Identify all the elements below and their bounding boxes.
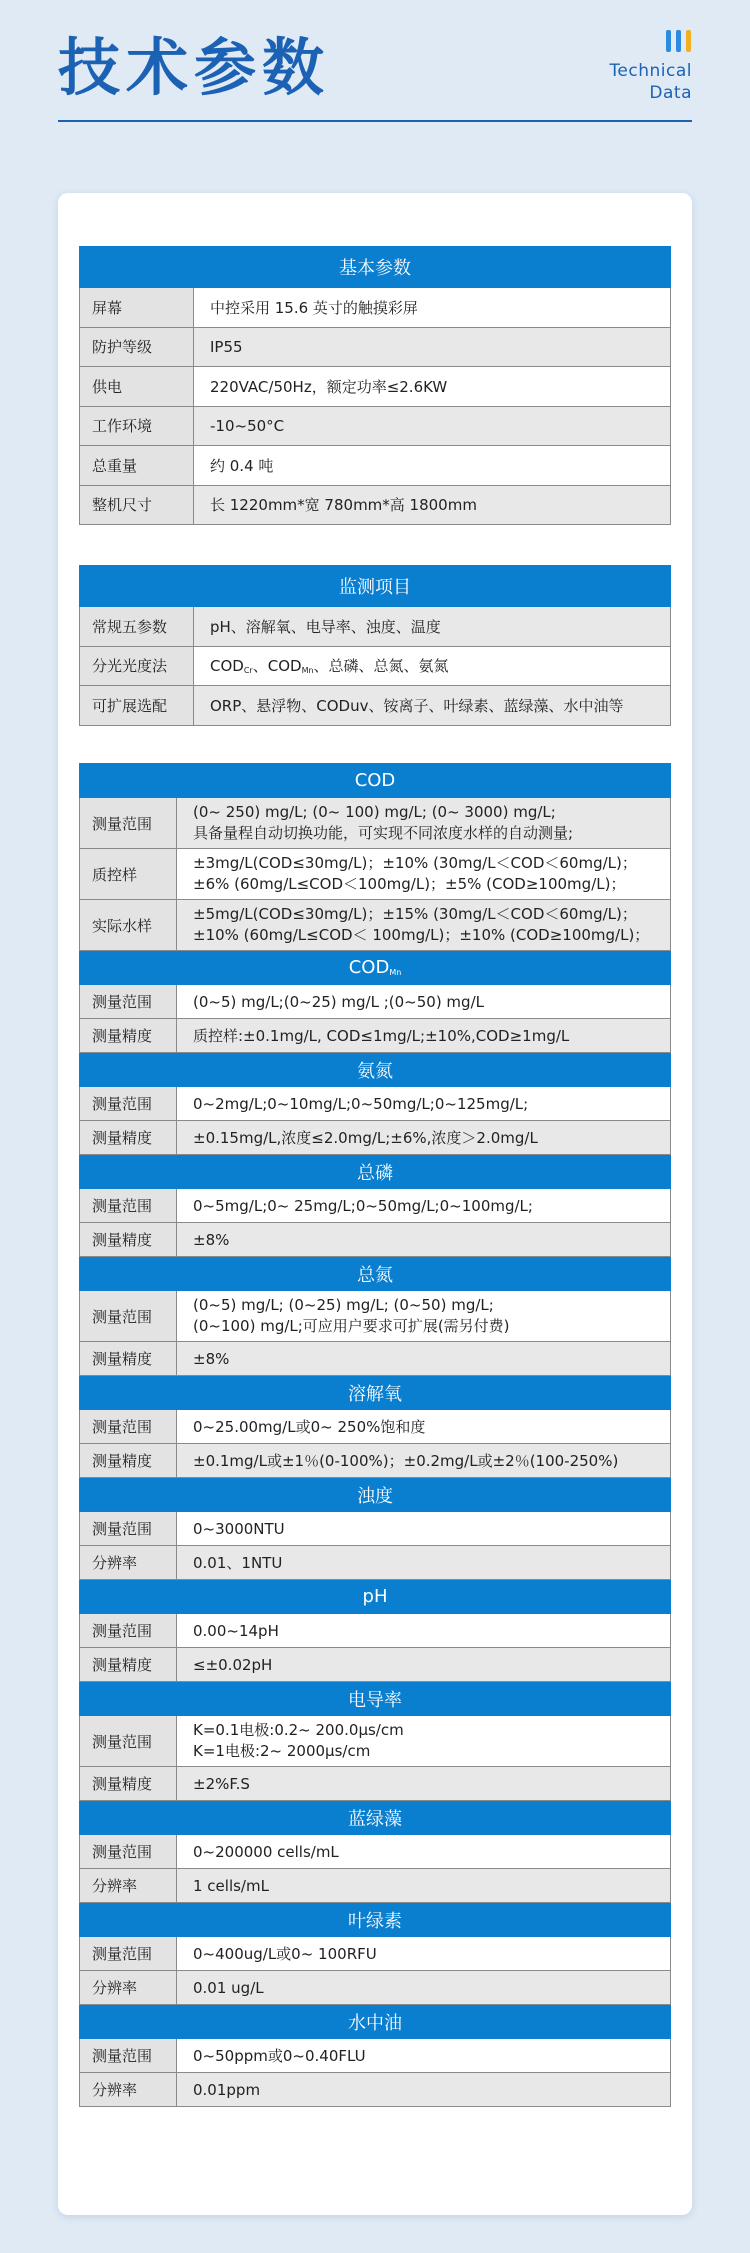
row-label: 测量范围 [80,1291,177,1342]
row-value: ≤±0.02pH [177,1648,671,1682]
row-label: 测量精度 [80,1767,177,1801]
spec-table [79,763,671,2107]
row-label: 测量范围 [80,1410,177,1444]
row-value [177,798,671,849]
row-value: 0~2mg/L;0~10mg/L;0~50mg/L;0~125mg/L; [177,1087,671,1121]
row-label: 实际水样 [80,900,177,951]
section-title-do: 溶解氧 [80,1376,671,1410]
row-label: 分辨率 [80,2073,177,2107]
table-row [80,327,671,367]
row-value: 长 1220mm*宽 780mm*高 1800mm [194,485,671,525]
row-label: 分光光度法 [80,646,194,686]
table-row [80,1121,671,1155]
header-divider [58,120,692,122]
row-value: ±0.15mg/L,浓度≤2.0mg/L;±6%,浓度＞2.0mg/L [177,1121,671,1155]
table-row [80,1189,671,1223]
subscript: Cr [243,666,253,676]
row-label: 常规五参数 [80,607,194,647]
table-row [80,1835,671,1869]
row-value: 0~5mg/L;0~ 25mg/L;0~50mg/L;0~100mg/L; [177,1189,671,1223]
row-value [177,849,671,900]
page-header [0,0,750,130]
row-label: 总重量 [80,446,194,486]
row-label: 测量范围 [80,798,177,849]
section-title-conductivity: 电导率 [80,1682,671,1716]
table-row [80,2039,671,2073]
subscript: Mn [301,666,314,676]
section-title-tn: 总氮 [80,1257,671,1291]
row-value: (0~5) mg/L;(0~25) mg/L ;(0~50) mg/L [177,985,671,1019]
table-row [80,1444,671,1478]
value-part: 、COD [252,657,302,676]
row-label: 供电 [80,367,194,407]
section-title-codmn [80,951,671,985]
table-row [80,1767,671,1801]
value-line: K=0.1电极:0.2~ 200.0μs/cm [193,1721,404,1739]
section-title-cod: COD [80,764,671,798]
table-row [80,646,671,686]
row-label: 分辨率 [80,1546,177,1580]
row-value: ±8% [177,1223,671,1257]
row-value: ORP、悬浮物、CODuv、铵离子、叶绿素、蓝绿藻、水中油等 [194,686,671,726]
row-label: 防护等级 [80,327,194,367]
row-label: 测量精度 [80,1444,177,1478]
table-row [80,1223,671,1257]
row-value: 0.00~14pH [177,1614,671,1648]
page-title: 技术参数 [58,31,331,104]
value-line: (0~ 250) mg/L; (0~ 100) mg/L; (0~ 3000) mg/L; [193,803,556,821]
row-value [177,900,671,951]
section-title-ph: pH [80,1580,671,1614]
row-value: ±8% [177,1342,671,1376]
table-row [80,1342,671,1376]
brand-bars-icon [666,30,694,54]
table-row [80,985,671,1019]
row-value: 质控样:±0.1mg/L, COD≤1mg/L;±10%,COD≥1mg/L [177,1019,671,1053]
table-row [80,1019,671,1053]
table-row [80,849,671,900]
table-row [80,406,671,446]
table-row [80,485,671,525]
row-label: 测量精度 [80,1223,177,1257]
row-value: 约 0.4 吨 [194,446,671,486]
row-label: 测量范围 [80,1512,177,1546]
row-label: 屏幕 [80,288,194,328]
table-row [80,1546,671,1580]
section-title-chlorophyll: 叶绿素 [80,1903,671,1937]
section-title-algae: 蓝绿藻 [80,1801,671,1835]
row-label: 分辨率 [80,1869,177,1903]
row-label: 测量范围 [80,985,177,1019]
value-line: K=1电极:2~ 2000μs/cm [193,1742,371,1760]
section-title-oil: 水中油 [80,2005,671,2039]
table-row [80,288,671,328]
row-value: 0.01 ug/L [177,1971,671,2005]
value-line: ±5mg/L(COD≤30mg/L)；±15% (30mg/L＜COD＜60mg/L)； [193,905,637,923]
row-value: 0~50ppm或0~0.40FLU [177,2039,671,2073]
basic-params-table [79,246,671,525]
row-value: 0~25.00mg/L或0~ 250%饱和度 [177,1410,671,1444]
table-row [80,1291,671,1342]
table-row [80,1648,671,1682]
brand-bar-1 [666,30,671,52]
value-line: ±3mg/L(COD≤30mg/L)；±10% (30mg/L＜COD＜60mg/L)； [193,854,637,872]
content-card [58,193,692,2215]
subscript: Mn [389,968,402,977]
table-row [80,900,671,951]
row-value: 0~200000 cells/mL [177,1835,671,1869]
value-line: ±6% (60mg/L≤COD＜100mg/L)；±5% (COD≥100mg/L)； [193,875,626,893]
row-label: 测量范围 [80,2039,177,2073]
row-value [177,1291,671,1342]
row-label: 测量精度 [80,1342,177,1376]
row-label: 工作环境 [80,406,194,446]
row-label: 测量范围 [80,1189,177,1223]
row-label: 测量范围 [80,1614,177,1648]
section-title-tp: 总磷 [80,1155,671,1189]
value-line: (0~5) mg/L; (0~25) mg/L; (0~50) mg/L; [193,1296,494,1314]
table-row [80,2073,671,2107]
table-row [80,1937,671,1971]
table-row [80,1512,671,1546]
value-line: 具备量程自动切换功能，可实现不同浓度水样的自动测量; [193,824,574,842]
english-subtitle-line2: Data [649,83,692,103]
row-value: ±0.1mg/L或±1％(0-100%)；±0.2mg/L或±2％(100-250%) [177,1444,671,1478]
row-value: 0.01、1NTU [177,1546,671,1580]
table-row [80,1869,671,1903]
row-label: 测量范围 [80,1087,177,1121]
table-row [80,1087,671,1121]
row-value: 中控采用 15.6 英寸的触摸彩屏 [194,288,671,328]
row-value: IP55 [194,327,671,367]
row-value: 220VAC/50Hz，额定功率≤2.6KW [194,367,671,407]
row-value: 0~400ug/L或0~ 100RFU [177,1937,671,1971]
row-label: 测量精度 [80,1121,177,1155]
row-label: 质控样 [80,849,177,900]
row-value: 0.01ppm [177,2073,671,2107]
row-label: 整机尺寸 [80,485,194,525]
row-value: 0~3000NTU [177,1512,671,1546]
row-value [194,646,671,686]
row-label: 测量精度 [80,1648,177,1682]
value-line: ±10% (60mg/L≤COD＜ 100mg/L)；±10% (COD≥100mg/L)； [193,926,650,944]
monitor-items-table [79,565,671,726]
row-value: ±2%F.S [177,1767,671,1801]
row-value: pH、溶解氧、电导率、浊度、温度 [194,607,671,647]
row-value: 1 cells/mL [177,1869,671,1903]
row-label: 测量精度 [80,1019,177,1053]
row-label: 可扩展选配 [80,686,194,726]
brand-bar-3 [686,30,691,52]
section-title-text: COD [348,957,390,978]
table-row [80,1410,671,1444]
table-row [80,686,671,726]
row-label: 测量范围 [80,1937,177,1971]
row-value: -10~50°C [194,406,671,446]
english-subtitle-line1: Technical [609,61,692,81]
table-row [80,1614,671,1648]
value-line: (0~100) mg/L;可应用户要求可扩展(需另付费) [193,1317,510,1335]
row-value [177,1716,671,1767]
brand-bar-2 [676,30,681,52]
row-label: 测量范围 [80,1835,177,1869]
section-title-ammonia: 氨氮 [80,1053,671,1087]
english-subtitle [609,60,692,104]
value-part: 、总磷、总氮、氨氮 [313,657,449,676]
table-row [80,1971,671,2005]
table-row [80,1716,671,1767]
value-part: COD [210,657,244,676]
table-row [80,607,671,647]
row-label: 分辨率 [80,1971,177,2005]
table-row [80,798,671,849]
table-row [80,446,671,486]
row-label: 测量范围 [80,1716,177,1767]
section-title-turbidity: 浊度 [80,1478,671,1512]
section-title-monitor: 监测项目 [80,566,671,607]
table-row [80,367,671,407]
section-title-basic: 基本参数 [80,247,671,288]
